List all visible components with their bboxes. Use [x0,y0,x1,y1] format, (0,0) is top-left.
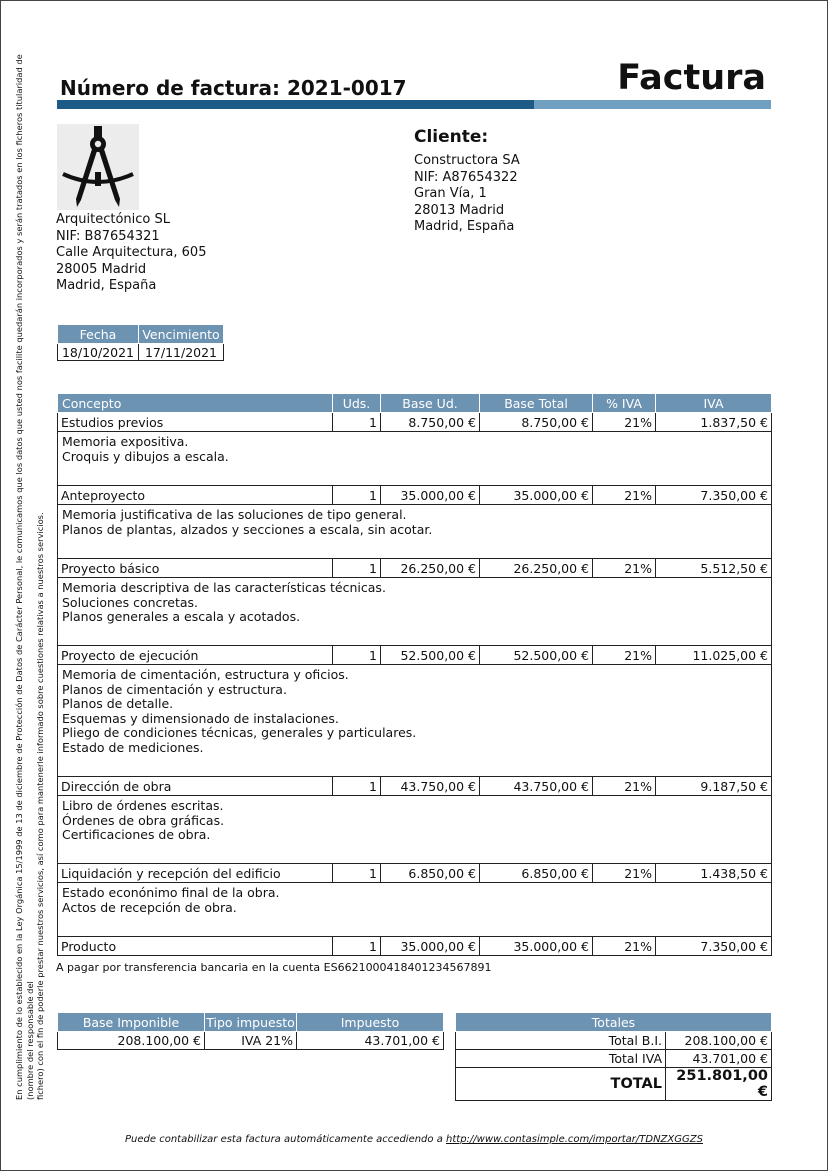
item-vat: 7.350,00 € [656,937,772,956]
import-link[interactable]: http://www.contasimple.com/importar/TDNZXGGZS [446,1134,703,1145]
table-row [58,646,772,665]
item-vat-percent: 21% [593,646,656,665]
item-base-total: 35.000,00 € [480,486,593,505]
issue-date: 18/10/2021 [58,344,139,361]
table-row [58,777,772,796]
item-description-line: Memoria descriptiva de las características técnicas. [62,580,386,595]
items-table [57,393,772,956]
item-description-line: Estado de mediciones. [62,739,204,755]
tax-type-header: Tipo impuesto [206,1014,295,1030]
item-description-row [58,505,772,559]
table-row [58,937,772,956]
issuer-region: Madrid, España [56,278,157,294]
item-description-row [58,665,772,777]
item-description-line: Soluciones concretas. [62,594,198,610]
client-city: 28013 Madrid [414,202,505,218]
item-description-line: Memoria de cimentación, estructura y oficios. [62,667,349,682]
item-description [58,505,772,559]
item-description-row [58,432,772,486]
item-description-line: Órdenes de obra gráficas. [62,812,225,828]
total-base-label: Total B.I. [456,1032,666,1050]
date-header: Fecha [58,325,139,344]
item-base-total: 52.500,00 € [480,646,593,665]
item-vat-percent: 21% [593,486,656,505]
item-description-line: Memoria justificativa de las soluciones de tipo general. [62,507,407,522]
item-units: 1 [333,937,381,956]
client-region: Madrid, España [414,219,515,235]
document-title: Factura [617,58,766,98]
item-description-line: Planos de detalle. [62,696,174,712]
client-street: Gran Vía, 1 [414,186,487,202]
column-header-vat-percent: % IVA [593,394,656,413]
item-description-line: Libro de órdenes escritas. [62,798,224,813]
payment-note: A pagar por transferencia bancaria en la cuenta ES6621000418401234567891 [56,961,492,974]
item-concept: Liquidación y recepción del edificio [58,864,333,883]
totals-header: Totales [456,1013,772,1032]
item-description-line: Certificaciones de obra. [62,827,211,843]
tax-summary-table [57,1012,444,1050]
column-header-vat: IVA [656,394,772,413]
item-description [58,883,772,937]
item-description-row [58,796,772,864]
item-base-unit: 8.750,00 € [381,413,480,432]
item-vat: 5.512,50 € [656,559,772,578]
item-vat-percent: 21% [593,864,656,883]
grand-total-label: TOTAL [456,1068,666,1101]
item-description-line: Esquemas y dimensionado de instalaciones. [62,710,339,726]
title-bar-light [534,100,771,109]
table-row [58,486,772,505]
issuer-name: Arquitectónico SL [56,212,170,227]
title-underline-bar [57,100,771,109]
item-description-line: Planos de cimentación y estructura. [62,681,287,697]
item-concept: Estudios previos [58,413,333,432]
client-name: Constructora SA [414,153,520,168]
due-date-header: Vencimiento [139,325,224,344]
column-header-concept: Concepto [58,394,333,413]
total-base-value: 208.100,00 € [666,1032,772,1050]
item-units: 1 [333,777,381,796]
table-row [58,864,772,883]
item-base-total: 35.000,00 € [480,937,593,956]
item-base-unit: 35.000,00 € [381,937,480,956]
item-description-line: Pliego de condiciones técnicas, generales y particulares. [62,725,417,741]
item-units: 1 [333,864,381,883]
item-base-unit: 26.250,00 € [381,559,480,578]
grand-total-value: 251.801,00 € [666,1068,772,1101]
item-description [58,432,772,486]
item-base-total: 8.750,00 € [480,413,593,432]
item-units: 1 [333,413,381,432]
item-description [58,796,772,864]
item-concept: Dirección de obra [58,777,333,796]
item-description-line: Estado econónimo final de la obra. [62,885,280,900]
item-concept: Proyecto básico [58,559,333,578]
item-vat-percent: 21% [593,937,656,956]
item-description-line: Planos de plantas, alzados y secciones a escala, sin acotar. [62,521,433,537]
total-vat-label: Total IVA [456,1050,666,1068]
legal-notice-line: En cumplimiento de lo establecido en la Ley Orgánica 15/1999 de 13 de diciembre de Protección de Datos de Carácter Personal, le comunicamos que los datos que usted nos facilite quedarán incorporados y serán tratados en los ficheros titularidad de (nombre del responsable del [14,54,35,1100]
item-base-total: 26.250,00 € [480,559,593,578]
item-vat-percent: 21% [593,777,656,796]
item-base-total: 6.850,00 € [480,864,593,883]
column-header-base-total: Base Total [480,394,593,413]
item-concept: Anteproyecto [58,486,333,505]
issuer-nif: NIF: B87654321 [56,228,160,244]
tax-base-value: 208.100,00 € [58,1032,205,1050]
client-address [414,153,520,236]
issuer-street: Calle Arquitectura, 605 [56,245,207,261]
due-date: 17/11/2021 [139,344,224,361]
item-description-row [58,883,772,937]
total-vat-value: 43.701,00 € [666,1050,772,1068]
item-description-line: Actos de recepción de obra. [62,899,237,915]
column-header-base-unit: Base Ud. [381,394,480,413]
dates-table [57,324,224,361]
item-description [58,665,772,777]
item-concept: Producto [58,937,333,956]
item-vat: 9.187,50 € [656,777,772,796]
footer-text: Puede contabilizar esta factura automáticamente accediendo a [125,1134,447,1145]
item-vat-percent: 21% [593,559,656,578]
item-units: 1 [333,486,381,505]
issuer-city: 28005 Madrid [56,261,147,277]
table-row [58,413,772,432]
table-row [58,559,772,578]
client-heading: Cliente: [414,127,489,147]
item-base-total: 43.750,00 € [480,777,593,796]
drafting-compass-icon [57,124,139,210]
legal-notice [14,40,46,1100]
item-units: 1 [333,646,381,665]
invoice-number: Número de factura: 2021-0017 [60,76,407,100]
item-description [58,578,772,646]
tax-type-value: IVA 21% [205,1032,297,1050]
title-bar-dark [57,100,534,109]
item-base-unit: 6.850,00 € [381,864,480,883]
legal-notice-line: fichero) con el fin de poderle prestar nuestros servicios, así como para mantenerle informado sobre cuestiones relativas a nuestros servicios. [35,512,45,1100]
item-base-unit: 43.750,00 € [381,777,480,796]
item-vat-percent: 21% [593,413,656,432]
issuer-address [56,212,206,295]
item-vat: 7.350,00 € [656,486,772,505]
tax-amount-header: Impuesto [297,1013,444,1032]
item-description-line: Planos generales a escala y acotados. [62,609,301,625]
item-base-unit: 52.500,00 € [381,646,480,665]
item-description-row [58,578,772,646]
footer-note [0,1134,828,1145]
item-vat: 1.837,50 € [656,413,772,432]
item-units: 1 [333,559,381,578]
tax-base-header: Base Imponible [58,1013,205,1032]
item-vat: 1.438,50 € [656,864,772,883]
item-description-line: Memoria expositiva. [62,434,189,449]
item-concept: Proyecto de ejecución [58,646,333,665]
item-vat: 11.025,00 € [656,646,772,665]
totals-table [455,1012,772,1101]
item-description-line: Croquis y dibujos a escala. [62,448,229,464]
tax-amount-value: 43.701,00 € [297,1032,444,1050]
column-header-units: Uds. [333,394,381,413]
item-base-unit: 35.000,00 € [381,486,480,505]
client-nif: NIF: A87654322 [414,169,518,185]
